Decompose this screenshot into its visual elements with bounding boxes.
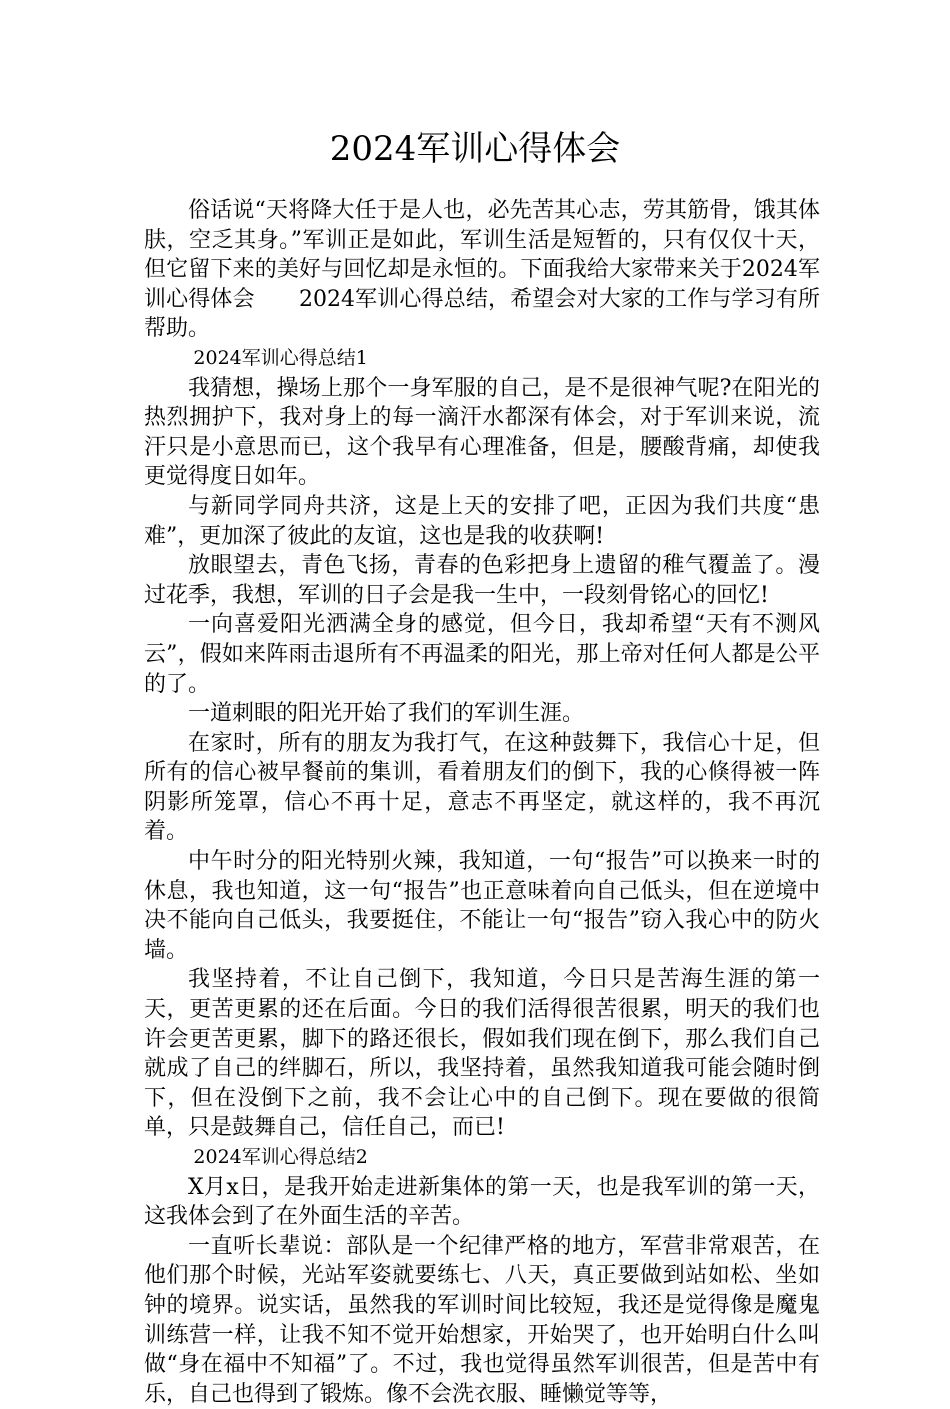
- paragraph: 与新同学同舟共济，这是上天的安排了吧，正因为我们共度“患难”，更加深了彼此的友谊，这也是我的收获啊!: [144, 493, 820, 549]
- document-title: 2024军训心得体会: [329, 129, 621, 169]
- paragraph: 一直听长辈说：部队是一个纪律严格的地方，军营非常艰苦，在他们那个时候，光站军姿就要练七、八天，真正要做到站如松、坐如钟的境界。说实话，虽然我的军训时间比较短，我还是觉得像是魔鬼训练营一样，让我不知不觉开始想家，开始哭了，也开始明白什么叫做“身在福中不知福”了。不过，我也觉得虽然军训很苦，但是苦中有乐，自己也得到了锻炼。像不会洗衣服、睡懒觉等等，: [144, 1233, 820, 1407]
- paragraph: 我坚持着，不让自己倒下，我知道，今日只是苦海生涯的第一天，更苦更累的还在后面。今日的我们活得很苦很累，明天的我们也许会更苦更累，脚下的路还很长，假如我们现在倒下，那么我们自己就成了自己的绊脚石，所以，我坚持着，虽然我知道我可能会随时倒下，但在没倒下之前，我不会让心中的自己倒下。现在要做的很简单，只是鼓舞自己，信任自己，而已!: [144, 967, 820, 1141]
- section-heading-1: 2024军训心得总结1: [193, 346, 368, 369]
- paragraph-intro: 俗话说“天将降大任于是人也，必先苦其心志，劳其筋骨，饿其体肤，空乏其身。”军训正是如此，军训生活是短暂的，只有仅仅十天，但它留下来的美好与回忆却是永恒的。下面我给大家带来关于2024军训心得体会 2024军训心得总结，希望会对大家的工作与学习有所帮助。: [144, 198, 820, 342]
- paragraph: 在家时，所有的朋友为我打气，在这种鼓舞下，我信心十足，但所有的信心被早餐前的集训，看着朋友们的倒下，我的心倏得被一阵阴影所笼罩，信心不再十足，意志不再坚定，就这样的，我不再沉着。: [144, 730, 820, 845]
- paragraph: 放眼望去，青色飞扬，青春的色彩把身上遗留的稚气覆盖了。漫过花季，我想，军训的日子会是我一生中，一段刻骨铭心的回忆!: [144, 553, 820, 608]
- paragraph: 一向喜爱阳光洒满全身的感觉，但今日，我却希望“天有不测风云”，假如来阵雨击退所有不再温柔的阳光，那上帝对任何人都是公平的了。: [144, 612, 820, 697]
- document-body: [144, 196, 820, 1409]
- paragraph: 我猜想，操场上那个一身军服的自己，是不是很神气呢?在阳光的热烈拥护下，我对身上的每一滴汗水都深有体会，对于军训来说，流汗只是小意思而已，这个我早有心理准备，但是，腰酸背痛，却使我更觉得度日如年。: [144, 375, 820, 490]
- paragraph: 一道刺眼的阳光开始了我们的军训生涯。: [188, 701, 585, 727]
- section-heading-2: 2024军训心得总结2: [193, 1146, 368, 1168]
- paragraph: X月x日，是我开始走进新集体的第一天，也是我军训的第一天，这我体会到了在外面生活的辛苦。: [144, 1174, 820, 1230]
- paragraph: 中午时分的阳光特别火辣，我知道，一句“报告”可以换来一时的休息，我也知道，这一句“报告”也正意味着向自己低头，但在逆境中决不能向自己低头，我要挺住，不能让一句“报告”窃入我心中的防火墙。: [144, 849, 820, 963]
